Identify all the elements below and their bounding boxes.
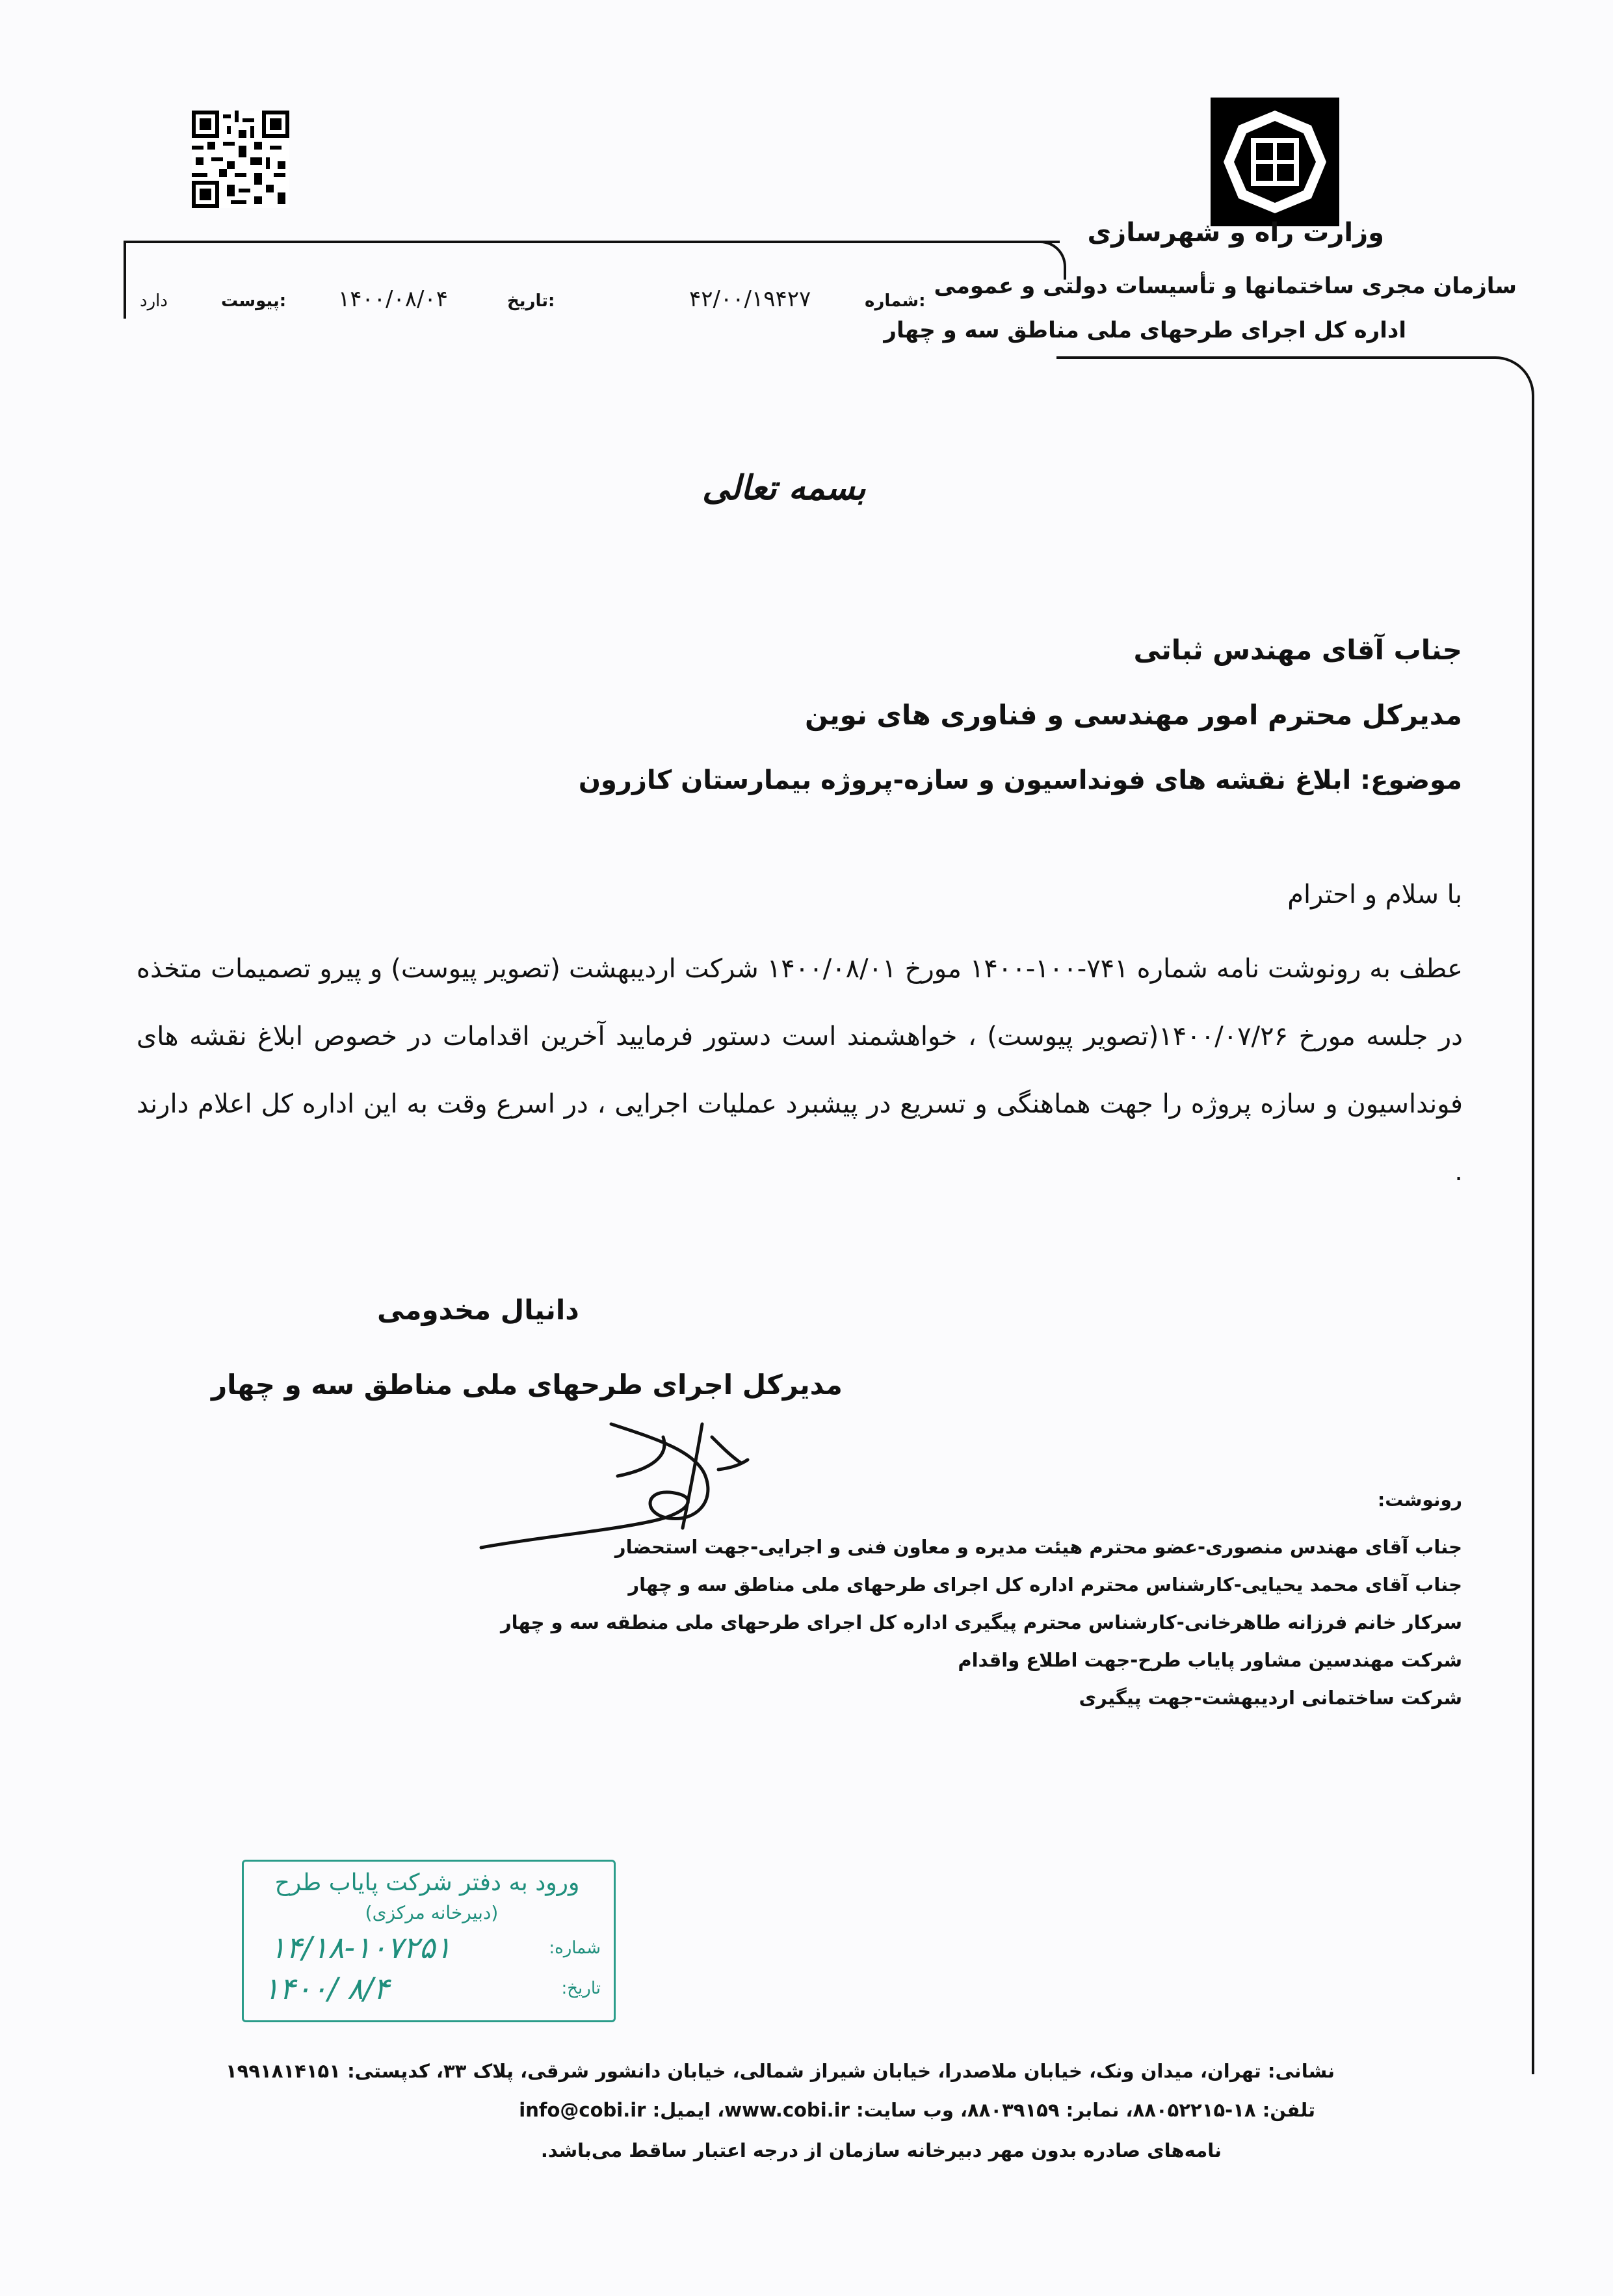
stamp-number-label: شماره: [549, 1938, 601, 1958]
signer-name: دانیال مخدومی [377, 1294, 579, 1326]
frame-curve [1014, 241, 1066, 280]
stamp-title: ورود به دفتر شرکت پایاب طرح [274, 1869, 580, 1896]
letter-date: ۱۴۰۰/۰۸/۰۴ [338, 286, 449, 312]
attachment-label: پیوست: [221, 291, 287, 311]
subject: موضوع: ابلاغ نقشه های فونداسیون و سازه-پروژه بیمارستان کازرون [578, 765, 1462, 795]
department-name: اداره کل اجرای طرحهای ملی مناطق سه و چهار [884, 317, 1406, 343]
letter-number: ۴۲/۰۰/۱۹۴۲۷ [689, 286, 811, 312]
frame-corner [1056, 356, 1534, 434]
ministry-name: وزارت راه و شهرسازی [1087, 218, 1384, 248]
basmala: بسمه تعالی [702, 468, 866, 508]
frame-top-border [124, 241, 1060, 243]
stamp-subtitle: (دبیرخانه مرکزی) [365, 1902, 499, 1923]
addressee-title: مدیرکل محترم امور مهندسی و فناوری های نوین [805, 699, 1462, 731]
attachment-value: دارد [140, 291, 168, 311]
letter-body: عطف به رونوشت نامه شماره ۷۴۱-۱۰۰-۱۴۰۰ مورخ ۱۴۰۰/۰۸/۰۱ شرکت اردیبهشت (تصویر پیوست) و پیرو تصمیمات متخذه در جلسه مورخ ۱۴۰۰/۰۷/۲۶(تصویر پیوست) ، خواهشمند است دستور فرمایید آخرین اقدامات در خصوص ابلاغ نقشه های فونداسیون و سازه پروژه را جهت هماهنگی و تسریع در پیشبرد عملیات اجرایی ، در اسرع وقت به این اداره کل اعلام دارند . [137, 954, 1463, 1187]
cc-item: شرکت ساختمانی اردیبهشت-جهت پیگیری [1079, 1687, 1462, 1709]
ministry-logo-icon [1209, 96, 1341, 228]
footer-disclaimer: نامه‌های صادره بدون مهر دبیرخانه سازمان از درجه اعتبار ساقط می‌باشد. [540, 2139, 1222, 2161]
organization-name: سازمان مجری ساختمانها و تأسیسات دولتی و عمومی [934, 273, 1517, 299]
cc-item: جناب آقای محمد یحیایی-کارشناس محترم اداره کل اجرای طرحهای ملی مناطق سه و چهار [628, 1574, 1462, 1596]
addressee: جناب آقای مهندس ثباتی [1133, 634, 1462, 666]
footer-address: نشانی: تهران، میدان ونک، خیابان ملاصدرا، خیابان شیراز شمالی، خیابان دانشور شرقی، پلاک ۳۳، کدپستی: ۱۹۹۱۸۱۴۱۵۱ [225, 2060, 1335, 2082]
cc-label: رونوشت: [1378, 1489, 1462, 1511]
cc-item: جناب آقای مهندس منصوری-عضو محترم هیئت مدیره و معاون فنی و اجرایی-جهت استحضار [614, 1536, 1462, 1558]
letter-number-label: شماره: [865, 291, 926, 311]
qr-code-icon [192, 111, 289, 208]
frame-border [124, 241, 126, 319]
cc-item: شرکت مهندسین مشاور پایاب طرح-جهت اطلاع واقدام [958, 1649, 1462, 1671]
stamp-date-label: تاریخ: [561, 1979, 601, 1998]
footer-contact: تلفن: ۱۸-۸۸۰۵۲۲۱۵، نمابر: ۸۸۰۳۹۱۵۹، وب سایت: www.cobi.ir، ایمیل: info@cobi.ir [519, 2099, 1315, 2121]
receipt-stamp [242, 1860, 616, 2022]
frame-side-border [1532, 423, 1534, 2074]
cc-item: سرکار خانم فرزانه طاهرخانی-کارشناس محترم پیگیری اداره کل اجرای طرحهای ملی منطقه سه و چهار [500, 1611, 1462, 1633]
greeting: با سلام و احترام [1287, 880, 1462, 910]
signer-title: مدیرکل اجرای طرحهای ملی مناطق سه و چهار [211, 1369, 843, 1401]
letter-date-label: تاریخ: [507, 291, 555, 311]
stamp-number: ۱۴/۱۸-۱۰۷۲۵۱ [270, 1930, 452, 1965]
stamp-date: ۱۴۰۰/ ۸/۴ [263, 1971, 389, 2006]
cc-list [501, 1528, 1462, 1717]
